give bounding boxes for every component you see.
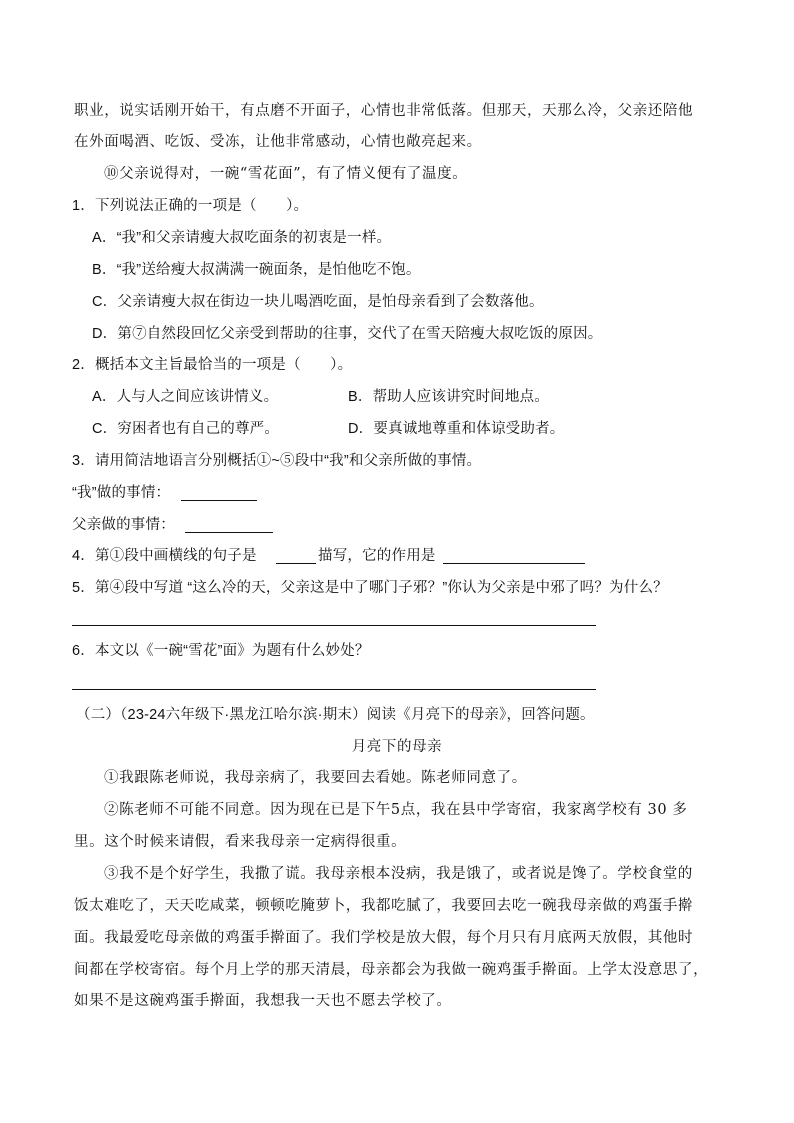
article-paragraph-1: ①我跟陈老师说，我母亲病了，我要回去看她。陈老师同意了。 — [104, 770, 527, 786]
question-4-part1: 4．第①段中画横线的句子是 — [72, 548, 257, 564]
question-2-option-b: B．帮助人应该讲究时间地点。 — [348, 389, 549, 405]
article-paragraph-3-cont: 面。我最爱吃母亲做的鸡蛋手擀面了。我们学校是放大假，每个月只有月底两天放假，其他时 — [74, 930, 694, 946]
article-title: 月亮下的母亲 — [351, 739, 443, 755]
question-5-stem: 5．第④段中写道 “这么冷的天，父亲这是中了哪门子邪？”你认为父亲是中邪了吗？为什么？ — [72, 580, 668, 596]
question-1-option-b: B．“我”送给瘦大叔满满一碗面条，是怕他吃不饱。 — [92, 262, 421, 278]
question-1-stem: 1．下列说法正确的一项是（ ）。 — [72, 198, 309, 214]
question-3-me-label: “我”做的事情： — [72, 485, 171, 501]
question-6-stem: 6．本文以《一碗“雪花”面》为题有什么妙处？ — [72, 643, 370, 659]
question-2-stem: 2．概括本文主旨最恰当的一项是（ ）。 — [72, 357, 353, 373]
question-1-option-d: D．第⑦自然段回忆父亲受到帮助的往事，交代了在雪天陪瘦大叔吃饭的原因。 — [92, 326, 603, 342]
question-4-part2: 描写，它的作用是 — [318, 548, 436, 564]
question-3-stem: 3．请用简洁地语言分别概括①~⑤段中“我”和父亲所做的事情。 — [72, 453, 482, 469]
passage-paragraph-10: ⑩父亲说得对，一碗“雪花面”，有了情义便有了温度。 — [104, 166, 468, 182]
answer-blank[interactable] — [181, 500, 257, 501]
article-paragraph-2-cont: 里。这个时候来请假，看来我母亲一定病得很重。 — [74, 834, 407, 850]
question-2-option-a: A．人与人之间应该讲情义。 — [92, 389, 279, 405]
answer-blank[interactable] — [443, 563, 585, 564]
section-2-heading: （二）（23-24六年级下·黑龙江哈尔滨·期末）阅读《月亮下的母亲》，回答问题。 — [76, 707, 595, 723]
article-paragraph-2: ②陈老师不可能不同意。因为现在已是下午5点，我在县中学寄宿，我家离学校有 30 多 — [104, 802, 688, 818]
passage-line: 在外面喝酒、吃饭、受冻，让他非常感动，心情也敞亮起来。 — [74, 134, 482, 150]
answer-blank[interactable] — [276, 563, 316, 564]
question-3-father-label: 父亲做的事情： — [72, 517, 175, 533]
article-paragraph-3: ③我不是个好学生，我撒了谎。我母亲根本没病，我是饿了，或者说是馋了。学校食堂的 — [104, 866, 693, 882]
article-paragraph-3-cont: 饭太难吃了，天天吃咸菜，顿顿吃腌萝卜，我都吃腻了，我要回去吃一碗我母亲做的鸡蛋手擀 — [74, 898, 694, 914]
article-paragraph-3-cont: 如果不是这碗鸡蛋手擀面，我想我一天也不愿去学校了。 — [74, 993, 452, 1009]
question-2-option-c: C．穷困者也有自己的尊严。 — [92, 421, 280, 437]
question-2-option-d: D．要真诚地尊重和体谅受助者。 — [348, 421, 565, 437]
answer-line[interactable] — [72, 625, 596, 626]
passage-line: 职业，说实话刚开始干，有点磨不开面子，心情也非常低落。但那天，天那么冷，父亲还陪他 — [74, 103, 694, 119]
answer-blank[interactable] — [185, 532, 273, 533]
question-1-option-c: C．父亲请瘦大叔在街边一块儿喝酒吃面，是怕母亲看到了会数落他。 — [92, 294, 544, 310]
answer-line[interactable] — [72, 689, 596, 690]
question-1-option-a: A．“我”和父亲请瘦大叔吃面条的初衷是一样。 — [92, 230, 392, 246]
article-paragraph-3-cont: 间都在学校寄宿。每个月上学的那天清晨，母亲都会为我做一碗鸡蛋手擀面。上学太没意思了， — [74, 962, 709, 978]
